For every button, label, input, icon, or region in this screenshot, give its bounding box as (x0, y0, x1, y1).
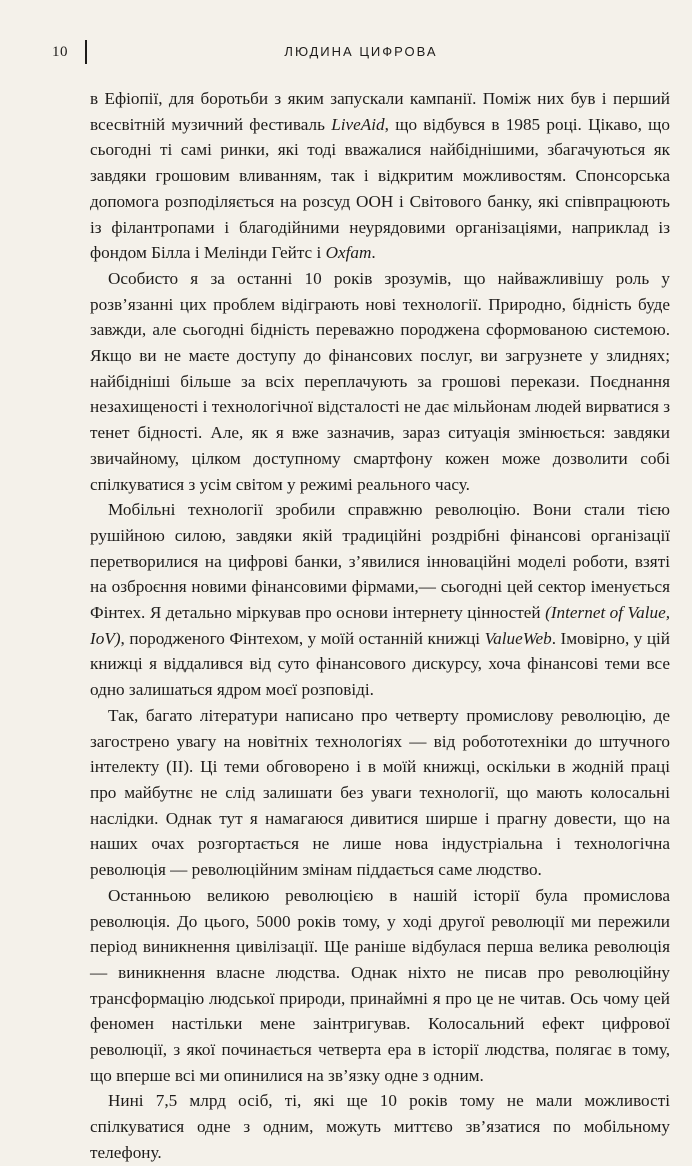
text-run: Особисто я за останні 10 років зрозумів, що найважливішу роль у розв’язанні цих проблем відіграють нові технології. Природно, бідність буде завжди, але сьогодні бідність переважно породжена сформованою системою. Якщо ви не маєте доступу до фінансових послуг, ви загрузнете у злиднях; найбідніші більше за всіх переплачують за грошові перекази. Поєднання незахищеності і технологічної відсталості не дає мільйонам людей вирватися з тенет бідності. Але, як я вже зазначив, зараз ситуація змінюється: завдяки звичайному, цілком доступному смартфону кожен може дозволити собі спілкуватися з усім світом у режимі реального часу. (90, 268, 670, 494)
page-number: 10 (52, 44, 68, 60)
text-run: Мобільні технології зробили справжню революцію. Вони стали тією рушійною силою, завдяки якій традиційні роздрібні фінансові організації перетворилися на цифрові банки, з’явилися інноваційні моделі роботи, взяті на озброєння новими фінансовими фірмами,— сьогодні цей сектор іменується Фінтех. Я детально міркував про основи інтернету цінностей (90, 500, 670, 623)
italic-text: LiveAid (331, 114, 385, 134)
italic-text: Oxfam (325, 243, 372, 263)
text-run: . (371, 243, 376, 263)
paragraph (90, 266, 670, 497)
text-run: . Імовірно, у цій книжці я віддалився від суто фінансового дискурсу, хоча фінансові теми все одно залишаться ядром моєї розповіді. (90, 628, 670, 700)
paragraph (90, 86, 670, 266)
paragraph (90, 883, 670, 1089)
paragraph (90, 703, 670, 883)
text-run: Так, багато літератури написано про четверту промислову революцію, де загострено увагу на новітніх технологіях — від робототехніки до штучного інтелекту (ІІ). Ці теми обговорено і в моїй книжці, оскільки в жодній праці про майбутнє не слід залишати без уваги технології, що мають колосальні наслідки. Однак тут я намагаюся дивитися ширше і прагну довести, що на наших очах розгортається не лише нова індустріальна і технологічна революція — революційним змінам піддається саме людство. (90, 705, 670, 880)
text-run: , породженого Фінтехом, у моїй останній книжці (120, 628, 485, 648)
body-text (90, 86, 670, 1166)
paragraph (90, 497, 670, 703)
text-run: в Ефіопії, для боротьби з яким запускали кампанії. Поміж них був і перший всесвітній музичний фестиваль (90, 89, 670, 134)
page-header (0, 0, 692, 70)
running-title: ЛЮДИНА ЦИФРОВА (284, 44, 438, 59)
text-run: Нині 7,5 млрд осіб, ті, які ще 10 років тому не мали можливості спілкуватися одне з одним, можуть миттєво зв’язатися по мобільному телефону. (90, 1091, 670, 1162)
italic-text: ValueWeb (484, 628, 552, 648)
italic-text: (Internet of Value, IoV) (90, 603, 670, 648)
text-run: Останньою великою революцією в нашій історії була промислова революція. До цього, 5000 років тому, у ході другої революції ми пережили період виникнення цивілізації. Ще раніше відбулася перша велика революція — виникнення власне людства. Однак ніхто не писав про революційну трансформацію людської природи, принаймні я про це не читав. Ось чому цей феномен настільки мене заінтригував. Колосальний ефект цифрової революції, з якої починається четверта ера в історії людства, полягає в тому, що вперше всі ми опинилися на зв’язку одне з одним. (90, 885, 670, 1085)
text-run: , що відбувся в 1985 році. Цікаво, що сьогодні ті самі ринки, які тоді вважалися найбіднішими, збагачуються як завдяки грошовим вливанням, так і відкритим можливостям. Спонсорська допомога розподіляється на розсуд ООН і Світового банку, які співпрацюють із філантропами і благодійними неурядовими організаціями, наприклад із фондом Білла і Мелінди Гейтс і (90, 114, 670, 263)
paragraph (90, 1088, 670, 1165)
